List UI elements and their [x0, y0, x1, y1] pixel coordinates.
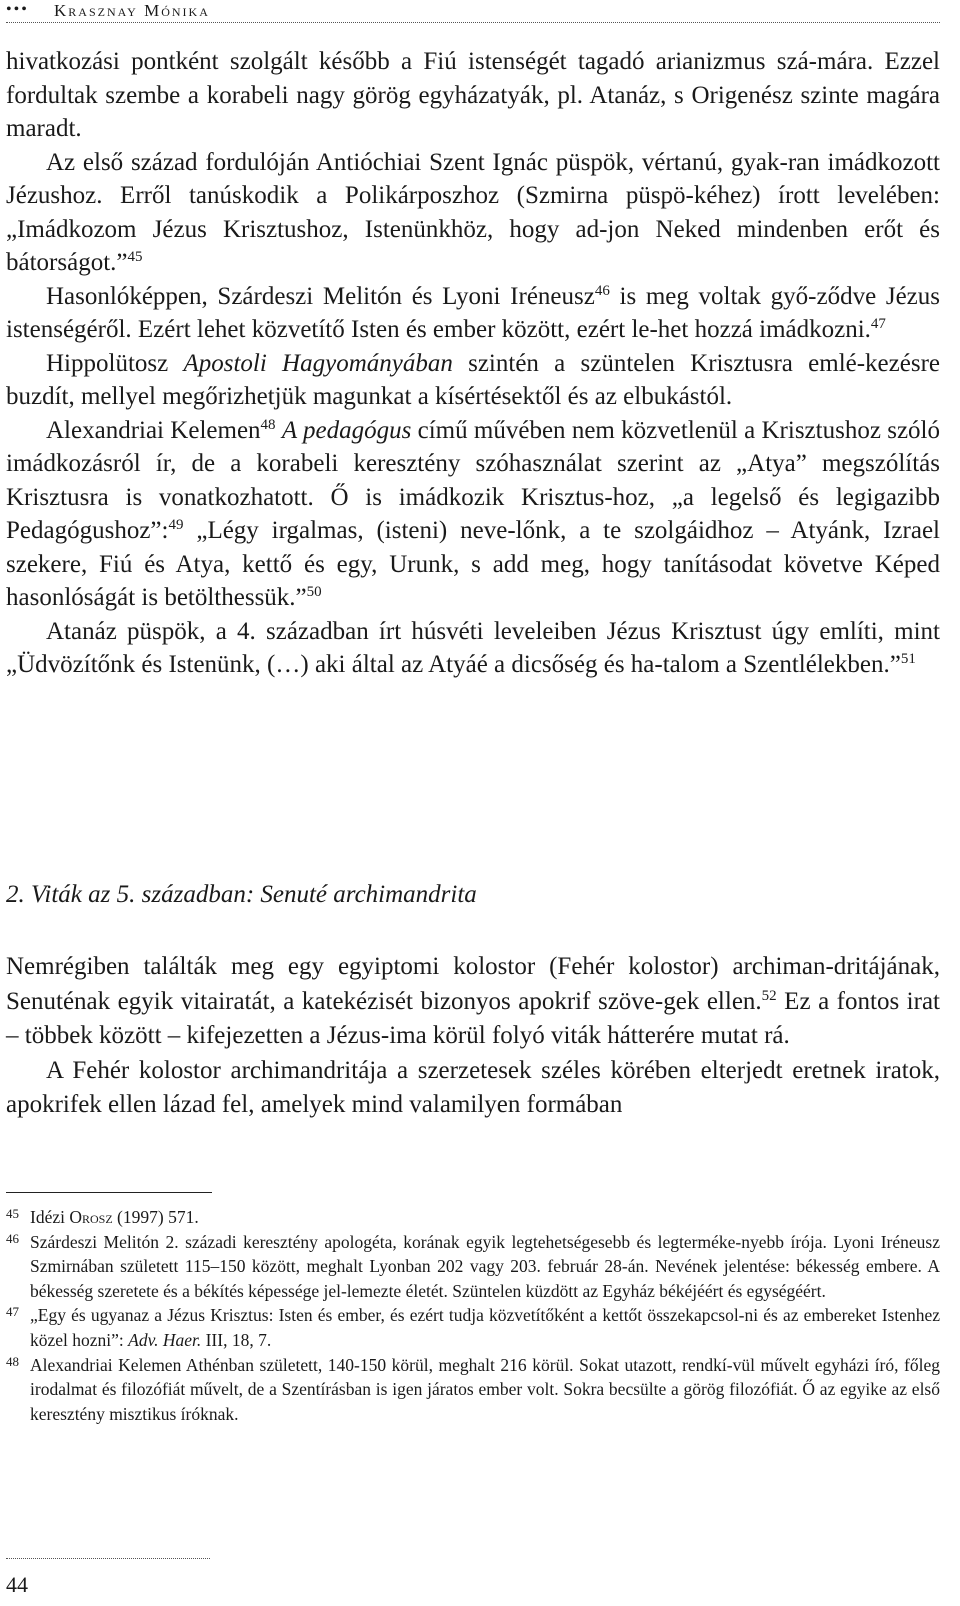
footnote-ref[interactable]: 52 — [761, 987, 777, 1004]
paragraph: hivatkozási pontként szolgált később a Fiú istenségét tagadó arianizmus szá-mára. Ezzel fordultak szembe a korabeli nagy görög egyházatyák, pl. Atanáz, s Origenész szinte magára maradt. — [6, 48, 940, 142]
paragraph: Hasonlóképpen, Szárdeszi Melitón és Lyoni Iréneusz$^{46}$ is meg voltak győ-ződve Jézus istenségéről. Ezért lehet közvetítő Isten és ember között, ezért le-het hozzá imádkozni.$^{47}$ — [6, 282, 940, 343]
paragraph: Az első század fordulóján Antióchiai Szent Ignác püspök, vértanú, gyak-ran imádkozott Jézushoz. Erről tanúskodik a Polikárposzhoz (Szmirna püspö-kéhez) írott levelében: „Imádkozom Jézus Krisztushoz, Istenünkhöz, hogy ad-jon Neked mindenben erőt és bátorságot.”$^{45}$ — [6, 148, 940, 276]
footnote-ref[interactable]: 45 — [127, 249, 143, 265]
footnote-ref[interactable]: 51 — [900, 651, 916, 667]
header-author: Krasznay Mónika — [54, 1, 210, 20]
paragraph: Nemrégiben találták meg egy egyiptomi kolostor (Fehér kolostor) archiman-dritájának, Senuténak egyik vitairatát, a katekézisét bizonyos apokrif szöve-gek ellen.$^{52}$ Ez a fontos irat – többek között – kifejezetten a Jézus-ima körül folyó viták hátterére mutat rá. — [6, 953, 941, 1049]
footnote: 47 „Egy és ugyanaz a Jézus Krisztus: Isten és ember, és ezért tudja közvetítőként a kettőt összekapcsol-ni és az embereket Istenhez közel hozni”: Adv. Haer. III, 18, 7. — [6, 1303, 940, 1352]
footnotes — [6, 1205, 940, 1426]
footnote-ref[interactable]: 50 — [306, 584, 322, 600]
section-text — [6, 950, 940, 1123]
paragraph: Hippolütosz Apostoli Hagyományában szintén a szüntelen Krisztusra emlé-kezésre buzdít, mellyel megőrizhetjük magunkat a kísértésektől és az elbukástól. — [6, 349, 941, 410]
footnote-ref[interactable]: 48 — [260, 416, 276, 433]
footnote-number: 46 — [6, 1230, 19, 1246]
paragraph: Atanáz püspök, a 4. században írt húsvéti leveleiben Jézus Krisztust úgy említi, mint „Üdvözítőnk és Istenünk, (…) aki által az Atyáé a dicsőség és ha-talom a Szentlélekben.”$^{51}$ — [6, 617, 940, 678]
header-ornament: ••• — [6, 1, 29, 18]
page-number: 44 — [6, 1572, 28, 1597]
footnote-number: 47 — [6, 1304, 19, 1320]
running-header — [6, 0, 940, 23]
footnote-ref[interactable]: 47 — [870, 316, 886, 332]
paragraph: A Fehér kolostor archimandritája a szerzetesek széles körében elterjedt eretnek iratok, apokrifek ellen lázad fel, amelyek mind valamilyen formában — [6, 1056, 940, 1118]
paragraph: Alexandriai Kelemen$^{48}$ A pedagógus című művében nem közvetlenül a Krisztushoz szóló imádkozásról ír, de a korabeli keresztény szóhasználat szerint az „Atya” megszólítás Krisztusra is vonatkozhatott. Ő is imádkozik Krisztus-hoz, „a legelső és legigazibb Pedagógushoz”:$^{49}$ „Légy irgalmas, (isteni) neve-lőnk, a te szolgáidhoz – Atyánk, Izrael szekere, Fiú és Atya, kettő és egy, Urunk, s add meg, hogy tanításodat követve Képed hasonlóságát is betölthessük.”$^{50}$ — [6, 416, 940, 611]
footnote-number: 45 — [6, 1206, 19, 1221]
footer-separator — [6, 1558, 210, 1559]
section-heading: 2. Viták az 5. században: Senuté archimandrita — [6, 881, 477, 908]
footnote-ref[interactable]: 46 — [594, 282, 610, 299]
footnote-separator — [6, 1192, 212, 1193]
footnote: 45 Idézi Orosz (1997) 571. — [6, 1205, 940, 1230]
italic-title: Apostoli Hagyományában — [183, 349, 453, 377]
footnote-ref[interactable]: 49 — [168, 517, 184, 533]
main-text — [6, 45, 940, 682]
footnote-number: 48 — [6, 1353, 19, 1369]
footnote: 46 Szárdeszi Melitón 2. századi keresztény apologéta, korának egyik legtehetségesebb és legterméke-nyebb írója. Lyoni Iréneusz Szmirnában született 115–150 között, meghalt Lyonban 202 vagy 203. február 28-án. Nevének jelentése: békesség embere. A békesség szeretete és a békítés képessége jel-lemezte életét. Szüntelen küzdött az Egyház békéjéért és egységéért. — [6, 1230, 940, 1304]
footnote: 48 Alexandriai Kelemen Athénban született, 140-150 körül, meghalt 216 körül. Sokat utazott, rendkí-vül művelt egyházi író, főleg irodalmat és filozófiát művelt, de a Szentírásban is igen járatos ember volt. Sokra becsülte a görög filozófiát. Ő az egyike az első keresztény misztikus íróknak. — [6, 1353, 940, 1427]
italic-title: A pedagógus — [281, 416, 412, 444]
